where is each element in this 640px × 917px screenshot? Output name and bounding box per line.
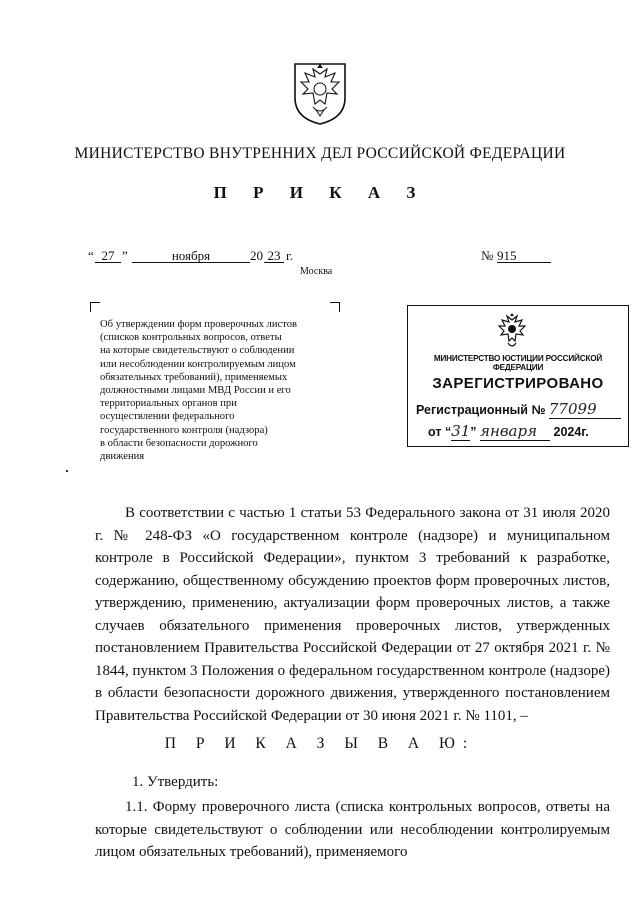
subject-line: или несоблюдении контролируемым лицом [100, 358, 296, 370]
date-day: 27 [95, 248, 121, 264]
stamp-ministry: МИНИСТЕРСТВО ЮСТИЦИИ РОССИЙСКОЙ ФЕДЕРАЦИИ [433, 354, 603, 372]
subject-line: на которые свидетельствуют о соблюдении [100, 345, 295, 357]
subject-line: (списков контрольных вопросов, ответы [100, 332, 282, 344]
order-word: П Р И К А З Ы В А Ю: [164, 735, 476, 752]
subject-line: должностными лицами МВД России и его [100, 385, 291, 397]
subject-line: осуществлении федерального [100, 411, 235, 423]
ministry-title: МИНИСТЕРСТВО ВНУТРЕННИХ ДЕЛ РОССИЙСКОЙ ФЕДЕРАЦИИ [74, 145, 566, 162]
document-type-title: П Р И К А З [213, 183, 427, 202]
subject-line: в области безопасности дорожного [100, 437, 258, 449]
subject-line: обязательных требований), применяемых [100, 371, 288, 383]
subject-line: государственного контроля (надзора) [100, 424, 268, 436]
registration-stamp [407, 305, 629, 447]
subject-line: Об утверждении форм проверочных листов [100, 319, 298, 330]
coat-of-arms-emblem [291, 60, 349, 126]
stamp-registration-number: Регистрационный № 77099 [416, 400, 621, 419]
preamble-paragraph: В соответствии с частью 1 статьи 53 Федерального закона от 31 июля 2020 г. № 248-ФЗ «О государственном контроле (надзоре) и муниципальном контроле в Российской Федерации», пунктом 3 требований к разработке, содержанию, общественному обсуждению проектов форм проверочных листов, утверждению, применению, актуализации форм проверочных листов, а также случаев обязательного применения проверочных листов, утвержденных постановлением Правительства Российской Федерации от 27 октября 2021 г. № 1844, пунктом 3 Положения о федеральном государственном контроле (надзоре) в области безопасности дорожного движения, утвержденного постановлением Правительства Российской Федерации от 30 июня 2021 г. № 1101, – [95, 505, 610, 724]
margin-mark [66, 470, 68, 472]
order-number-label: № [481, 248, 494, 263]
stamp-registered: ЗАРЕГИСТРИРОВАНО [432, 375, 604, 392]
subject-block [100, 318, 336, 463]
item-1: 1. Утвердить: [132, 774, 219, 790]
date-year-suffix: 23 [264, 248, 284, 264]
date-month: ноября [132, 248, 250, 264]
subject-corner-right [330, 302, 340, 312]
date-year-prefix: 20 [250, 248, 263, 263]
stamp-date: от “31” января 2024г. [428, 422, 589, 440]
date-open-quote: “ [88, 248, 94, 263]
item-1-1-paragraph: 1.1. Форму проверочного листа (списка контрольных вопросов, ответы на которые свидетельствуют о соблюдении или несоблюдении контролируемым лицом обязательных требований), применяемого [95, 799, 610, 860]
date-year-abbr: г. [286, 248, 294, 263]
stamp-emblem-icon [494, 312, 530, 352]
order-number: 915 [497, 248, 551, 264]
subject-corner-left [90, 302, 100, 312]
subject-line: движения [100, 451, 145, 463]
date-close-quote: ” [122, 248, 128, 263]
subject-line: территориальных органов при [100, 398, 237, 410]
city-label: Москва [300, 266, 333, 277]
